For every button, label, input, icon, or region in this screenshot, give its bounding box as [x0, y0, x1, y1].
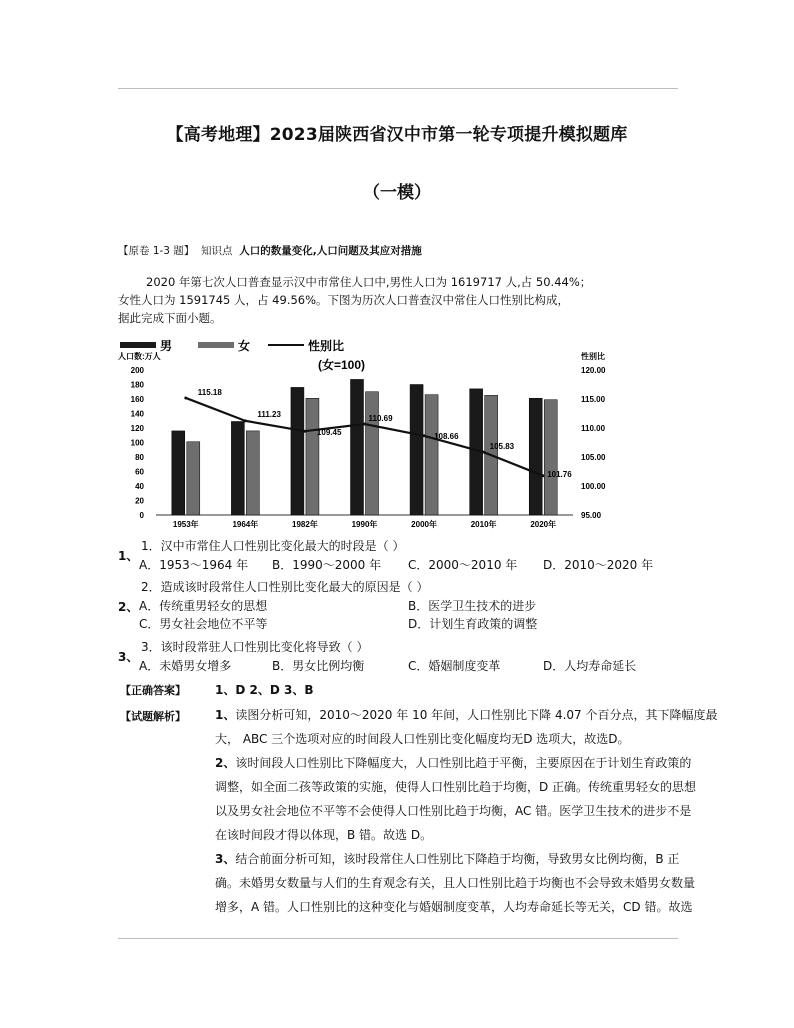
x-tick-label: 2020年	[530, 520, 557, 529]
intro-line-2: 女性人口为 1591745 人，占 49.56%。下图为历次人口普查汉中常住人口性别比构成，	[118, 293, 570, 307]
q1-number: 1、	[118, 549, 139, 563]
chart-svg	[118, 336, 638, 532]
q3-text: 3．该时段常驻人口性别比变化将导致（ ）	[141, 640, 369, 654]
analysis-p3-line3: 增多，A 错。人口性别比的这种变化与婚姻制度变革，人均寿命延长等无关，CD 错。故选	[215, 900, 693, 914]
q2-option-d: D．计划生育政策的调整	[408, 617, 538, 631]
legend-swatch-female	[198, 342, 234, 348]
sex-ratio-label: 101.76	[547, 469, 572, 479]
y-tick-left: 40	[135, 482, 144, 491]
y-tick-left: 120	[130, 424, 144, 433]
q1-option-a: A．1953～1964 年	[139, 558, 249, 572]
y-tick-right: 95.00	[581, 511, 602, 520]
sex-ratio-point	[423, 434, 426, 437]
analysis-p3-line2: 确。未婚男女数量与人们的生育观念有关，且人口性别比趋于均衡也不会导致未婚男女数量	[215, 876, 696, 890]
analysis-p2-number: 2、	[215, 756, 236, 770]
sex-ratio-label: 115.18	[197, 387, 222, 397]
analysis-p1-number: 1、	[215, 708, 236, 722]
y-tick-left: 140	[130, 409, 144, 419]
q3-option-d: D．人均寿命延长	[543, 659, 637, 673]
y-axis-right-title: 性别比	[581, 352, 605, 361]
y-tick-left: 160	[130, 395, 144, 404]
q2-number: 2、	[118, 600, 139, 614]
source-label: 【原卷 1-3 题】	[118, 245, 195, 257]
intro-line-3: 据此完成下面小题。	[118, 311, 222, 325]
source-meta	[118, 243, 422, 258]
analysis-p1-text-a: 读图分析可知，2010～2020 年 10 年间，人口性别比下降 4.07 个百分点，其下降幅度最	[235, 708, 718, 722]
bar-male	[410, 385, 423, 516]
sex-ratio-label: 111.23	[257, 409, 281, 419]
sex-ratio-point	[184, 396, 187, 399]
bar-female	[246, 431, 259, 515]
y-tick-right: 100.00	[581, 482, 606, 491]
legend-label-ratio: 性别比	[308, 339, 345, 353]
q1-option-c: C．2000～2010 年	[408, 558, 518, 572]
x-tick-label: 1982年	[292, 520, 318, 529]
q1-option-d: D．2010～2020 年	[543, 558, 654, 572]
q2-option-a: A．传统重男轻女的思想	[139, 599, 268, 613]
bar-female	[544, 400, 557, 515]
y-axis-left-title: 人口数:万人	[118, 352, 161, 361]
bar-female	[366, 392, 379, 515]
bar-male	[231, 421, 244, 515]
legend-note: (女=100)	[318, 358, 366, 372]
analysis-p1-line2: 大， ABC 三个选项对应的时间段人口性别比变化幅度均无D 选项大，故选D。	[215, 732, 630, 746]
knowledge-point-value: 人口的数量变化,人口问题及其应对措施	[239, 245, 422, 257]
page-title: 【高考地理】2023届陕西省汉中市第一轮专项提升模拟题库	[166, 125, 628, 145]
legend-label-male: 男	[160, 339, 173, 353]
sex-ratio-point	[482, 451, 485, 454]
sex-ratio-point	[244, 419, 247, 422]
analysis-p2-line3: 以及男女社会地位不平等不会使得人口性别比趋于均衡，AC 错。医学卫生技术的进步不是	[215, 804, 692, 818]
y-tick-left: 80	[135, 453, 144, 462]
y-tick-left: 200	[130, 366, 144, 375]
sex-ratio-label: 110.69	[368, 413, 393, 423]
y-tick-left: 100	[130, 438, 144, 448]
sex-ratio-label: 109.45	[316, 428, 342, 438]
bar-male	[291, 387, 304, 515]
sex-ratio-point	[542, 474, 545, 477]
x-tick-label: 1953年	[172, 520, 199, 529]
sex-ratio-point	[363, 422, 366, 425]
y-tick-right: 120.00	[581, 366, 606, 375]
q1-text: 1．汉中市常住人口性别比变化最大的时段是（ ）	[141, 539, 405, 553]
y-tick-left: 60	[135, 467, 144, 477]
bar-male	[172, 431, 185, 515]
x-tick-label: 1990年	[351, 520, 378, 529]
bar-male	[351, 379, 364, 515]
analysis-p3-line1	[215, 847, 763, 871]
answer-label: 【正确答案】	[120, 684, 186, 697]
analysis-p2-text-a: 该时间段人口性别比下降幅度大，人口性别比趋于平衡，主要原因在于计划生育政策的	[235, 756, 692, 770]
analysis-p2-line4: 在该时间段才得以体现，B 错。故选 D。	[215, 828, 433, 842]
analysis-p2-line2: 调整，如全面二孩等政策的实施，使得人口性别比趋于均衡，D 正确。传统重男轻女的思想	[215, 780, 697, 794]
analysis-p3-text-a: 结合前面分析可知，该时段常住人口性别比下降趋于均衡，导致男女比例均衡，B 正	[235, 852, 680, 866]
y-tick-left: 180	[130, 380, 144, 390]
q2-text: 2．造成该时段常住人口性别比变化最大的原因是（ ）	[141, 580, 429, 594]
y-tick-left: 0	[139, 511, 144, 520]
q3-option-b: B．男女比例均衡	[272, 659, 365, 673]
bar-female	[306, 398, 319, 515]
x-tick-label: 2010年	[470, 520, 497, 529]
intro-line-1: 2020 年第七次人口普查显示汉中市常住人口中,男性人口为 1619717 人,占 50.44%；	[146, 275, 592, 289]
y-tick-left: 20	[135, 496, 144, 506]
sex-ratio-label: 105.83	[489, 442, 515, 452]
q3-number: 3、	[118, 650, 139, 664]
q2-option-c: C．男女社会地位不平等	[139, 617, 268, 631]
y-tick-right: 105.00	[581, 453, 606, 462]
sex-ratio-label: 108.66	[434, 431, 459, 441]
population-chart	[118, 336, 638, 532]
q3-option-c: C．婚姻制度变革	[408, 659, 501, 673]
q3-option-a: A．未婚男女增多	[139, 659, 232, 673]
legend-label-female: 女	[238, 339, 251, 353]
analysis-p1-line1	[215, 703, 763, 727]
y-tick-right: 115.00	[581, 395, 606, 404]
bar-female	[425, 395, 438, 515]
q2-option-b: B．医学卫生技术的进步	[408, 599, 537, 613]
top-rule	[118, 88, 678, 89]
page-subtitle: （一模）	[363, 183, 431, 203]
x-tick-label: 1964年	[232, 520, 259, 529]
x-tick-label: 2000年	[411, 520, 437, 529]
q1-option-b: B．1990～2000 年	[272, 558, 382, 572]
knowledge-point-label: 知识点	[201, 245, 233, 257]
bar-male	[529, 398, 542, 515]
analysis-label: 【试题解析】	[120, 710, 186, 723]
analysis-p3-number: 3、	[215, 852, 236, 866]
bar-female	[187, 442, 200, 515]
y-tick-right: 110.00	[581, 424, 606, 433]
sex-ratio-point	[303, 430, 306, 433]
answer-value: 1、D 2、D 3、B	[215, 683, 314, 697]
bottom-rule	[118, 938, 678, 939]
analysis-body	[215, 703, 763, 919]
analysis-p2-line1	[215, 751, 763, 775]
legend-swatch-male	[120, 342, 156, 348]
